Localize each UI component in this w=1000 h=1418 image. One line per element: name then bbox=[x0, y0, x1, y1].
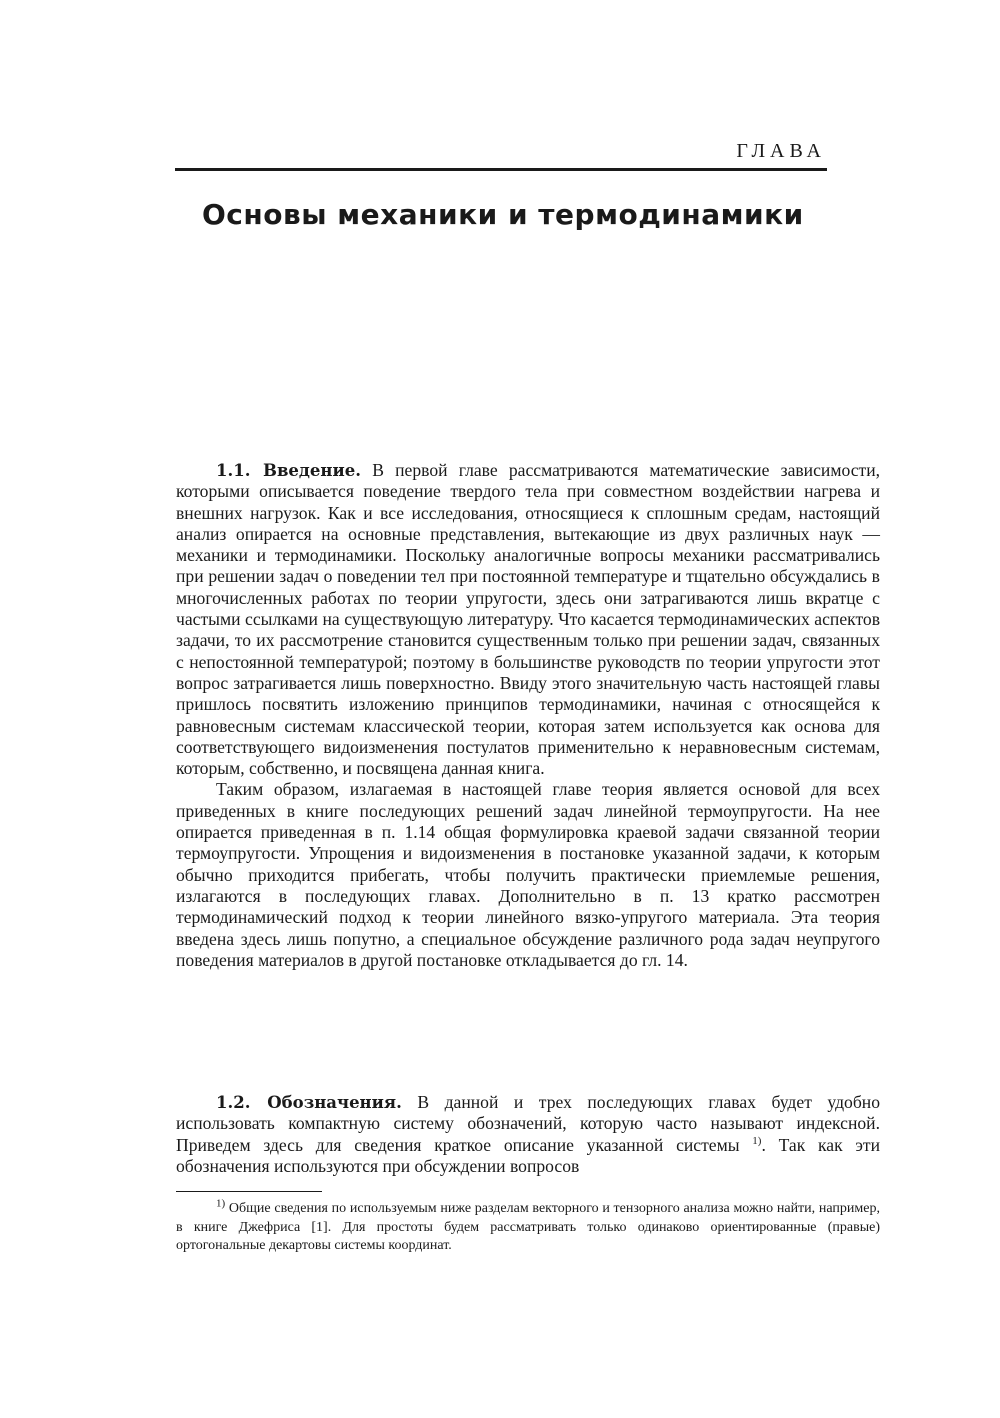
chapter-rule bbox=[175, 168, 827, 171]
footnote-marker: 1) bbox=[216, 1197, 226, 1210]
footnote bbox=[176, 1197, 880, 1256]
notation-text-after-ref: . Так как эти обозначения используются при обсуждении вопросов bbox=[176, 1134, 880, 1176]
chapter-label: ГЛАВА bbox=[736, 140, 826, 162]
intro-paragraph-1 bbox=[176, 460, 880, 779]
intro-paragraph-1-text: В первой главе рассматриваются математические зависимости, которыми описывается поведение твердого тела при совместном воздействии нагрева и внешних нагрузок. Как и все исследования, относящиеся к сплошным средам, настоящий анализ опирается на основные представления, вытекающие из двух различных наук — механики и термодинамики. Поскольку аналогичные вопросы механики рассматривались при решении задач о поведении тел при постоянной температуре и тщательно обсуждались в многочисленных работах по теории упругости, здесь они затрагиваются лишь вкратце с частыми ссылками на существующую литературу. Что касается термодинамических аспектов задачи, то их рассмотрение становится существенным только при решении задач, связанных с непостоянной температурой; поэтому в большинстве руководств по теории упругости этот вопрос затрагивается лишь поверхностно. Ввиду этого значительную часть настоящей главы пришлось посвятить изложению принципов термодинамики, начиная с относящейся к равновесным системам классической теории, которая затем используется как основа для соответствующего видоизменения постулатов применительно к неравновесным системам, которым, собственно, и посвящена данная книга. bbox=[176, 460, 881, 779]
section-introduction bbox=[176, 460, 880, 971]
notation-paragraph bbox=[176, 1092, 880, 1177]
footnote-text: Общие сведения по используемым ниже разделам векторного и тензорного анализа можно найти, например, в книге Джефриса [1]. Для простоты будем рассматривать только одинаково ориентированные (правые) ортогональные декартовы системы координат. bbox=[176, 1201, 880, 1253]
footnote-reference[interactable]: 1) bbox=[752, 1134, 762, 1147]
notation-text-before-ref: В данной и трех последующих главах будет удобно использовать компактную систему обозначений, которую часто называют индексной. Приведем здесь для сведения краткое описание указанной системы bbox=[176, 1092, 880, 1155]
chapter-title: Основы механики и термодинамики bbox=[202, 198, 804, 231]
section-notation bbox=[176, 1092, 880, 1177]
section-heading-notation: 1.2. Обозначения. bbox=[216, 1093, 402, 1112]
section-heading-introduction: 1.1. Введение. bbox=[216, 461, 361, 480]
intro-paragraph-2: Таким образом, излагаемая в настоящей главе теория является основой для всех приведенных в книге последующих решений задач линейной термоупругости. На нее опирается приведенная в п. 1.14 общая формулировка краевой задачи связанной теории термоупругости. Упрощения и видоизменения в постановке указанной задачи, к которым обычно приходится прибегать, чтобы получить практически приемлемые решения, излагаются в последующих главах. Дополнительно в п. 13 кратко рассмотрен термодинамический подход к теории линейного вязко-упругого материала. Эта теория введена здесь лишь попутно, а специальное обсуждение различного рода задач неупругого поведения материалов в другой постановке откладывается до гл. 14. bbox=[176, 779, 880, 970]
footnote-rule bbox=[176, 1191, 322, 1192]
